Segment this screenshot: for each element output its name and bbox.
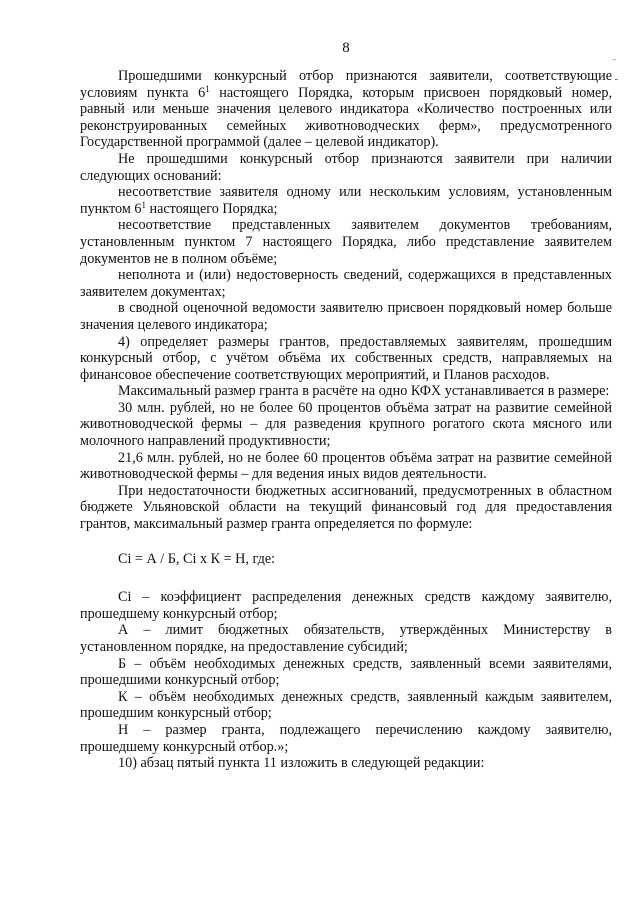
paragraph: Не прошедшими конкурсный отбор признаются заявители при наличии следующих оснований: (80, 150, 612, 184)
paragraph: Максимальный размер гранта в расчёте на одно КФХ устанавливается в размере: (118, 383, 610, 400)
scan-edge-mark: - (614, 74, 618, 85)
body-text-before (80, 68, 612, 533)
paragraph: Н – размер гранта, подлежащего перечислению каждому заявителю, прошедшему конкурсный отбор.»; (80, 721, 612, 755)
body-text-after (80, 589, 612, 772)
paragraph: 30 млн. рублей, но не более 60 процентов объёма затрат на развитие семейной животноводческой фермы – для разведения крупного рогатого скота мясного или молочного направлений продуктивности; (80, 399, 612, 450)
paragraph: А – лимит бюджетных обязательств, утверждённых Министерству в установленном порядке, на предоставление субсидий; (80, 622, 612, 655)
paragraph: Ci – коэффициент распределения денежных средств каждому заявителю, прошедшему конкурсный отбор; (80, 589, 612, 622)
paragraph: К – объём необходимых денежных средств, заявленный каждым заявителем, прошедшим конкурсный отбор; (80, 688, 612, 722)
paragraph: Б – объём необходимых денежных средств, заявленный всеми заявителями, прошедшими конкурсный отбор; (80, 655, 612, 689)
paragraph: 21,6 млн. рублей, но не более 60 процентов объёма затрат на развитие семейной животноводческой фермы – для ведения иных видов деятельности. (80, 449, 612, 483)
page-number: 8 (342, 40, 350, 56)
paragraph: 10) абзац пятый пункта 11 изложить в следующей редакции: (118, 755, 485, 772)
paragraph: При недостаточности бюджетных ассигнований, предусмотренных в областном бюджете Ульяновской области на текущий финансовый год для предоставления грантов, максимальный размер гранта определяется по формуле: (80, 482, 612, 533)
scan-edge-mark: ˉ (612, 58, 616, 69)
paragraph: несоответствие представленных заявителем документов требованиям, установленным пунктом 7 настоящего Порядка, либо представление заявителем документов не в полном объёме; (80, 217, 612, 267)
formula: Ci = А / Б, Ci x К = Н, где: (118, 550, 276, 567)
paragraph: 4) определяет размеры грантов, предоставляемых заявителям, прошедшим конкурсный отбор, с учётом объёма их собственных средств, направляемых на финансовое обеспечение соответствующих мероприятий, и Планов расходов. (80, 333, 612, 383)
paragraph: Прошедшими конкурсный отбор признаются заявители, соответствующие условиям пункта $6^1$ настоящего Порядка, которым присвоен порядковый номер, равный или меньше значения целевого индикатора «Количество построенных или реконструированных семейных животноводческих ферм», предусмотренного Государственной программой (далее – целевой индикатор). (80, 68, 612, 151)
superscript: 1 (205, 83, 210, 94)
paragraph: несоответствие заявителя одному или нескольким условиям, установленным пунктом $6^1$ настоящего Порядка; (80, 184, 612, 217)
superscript: 1 (141, 199, 146, 210)
paragraph: в сводной оценочной ведомости заявителю присвоен порядковый номер больше значения целевого индикатора; (80, 300, 612, 333)
paragraph: неполнота и (или) недостоверность сведений, содержащихся в представленных заявителем документах; (80, 267, 612, 300)
